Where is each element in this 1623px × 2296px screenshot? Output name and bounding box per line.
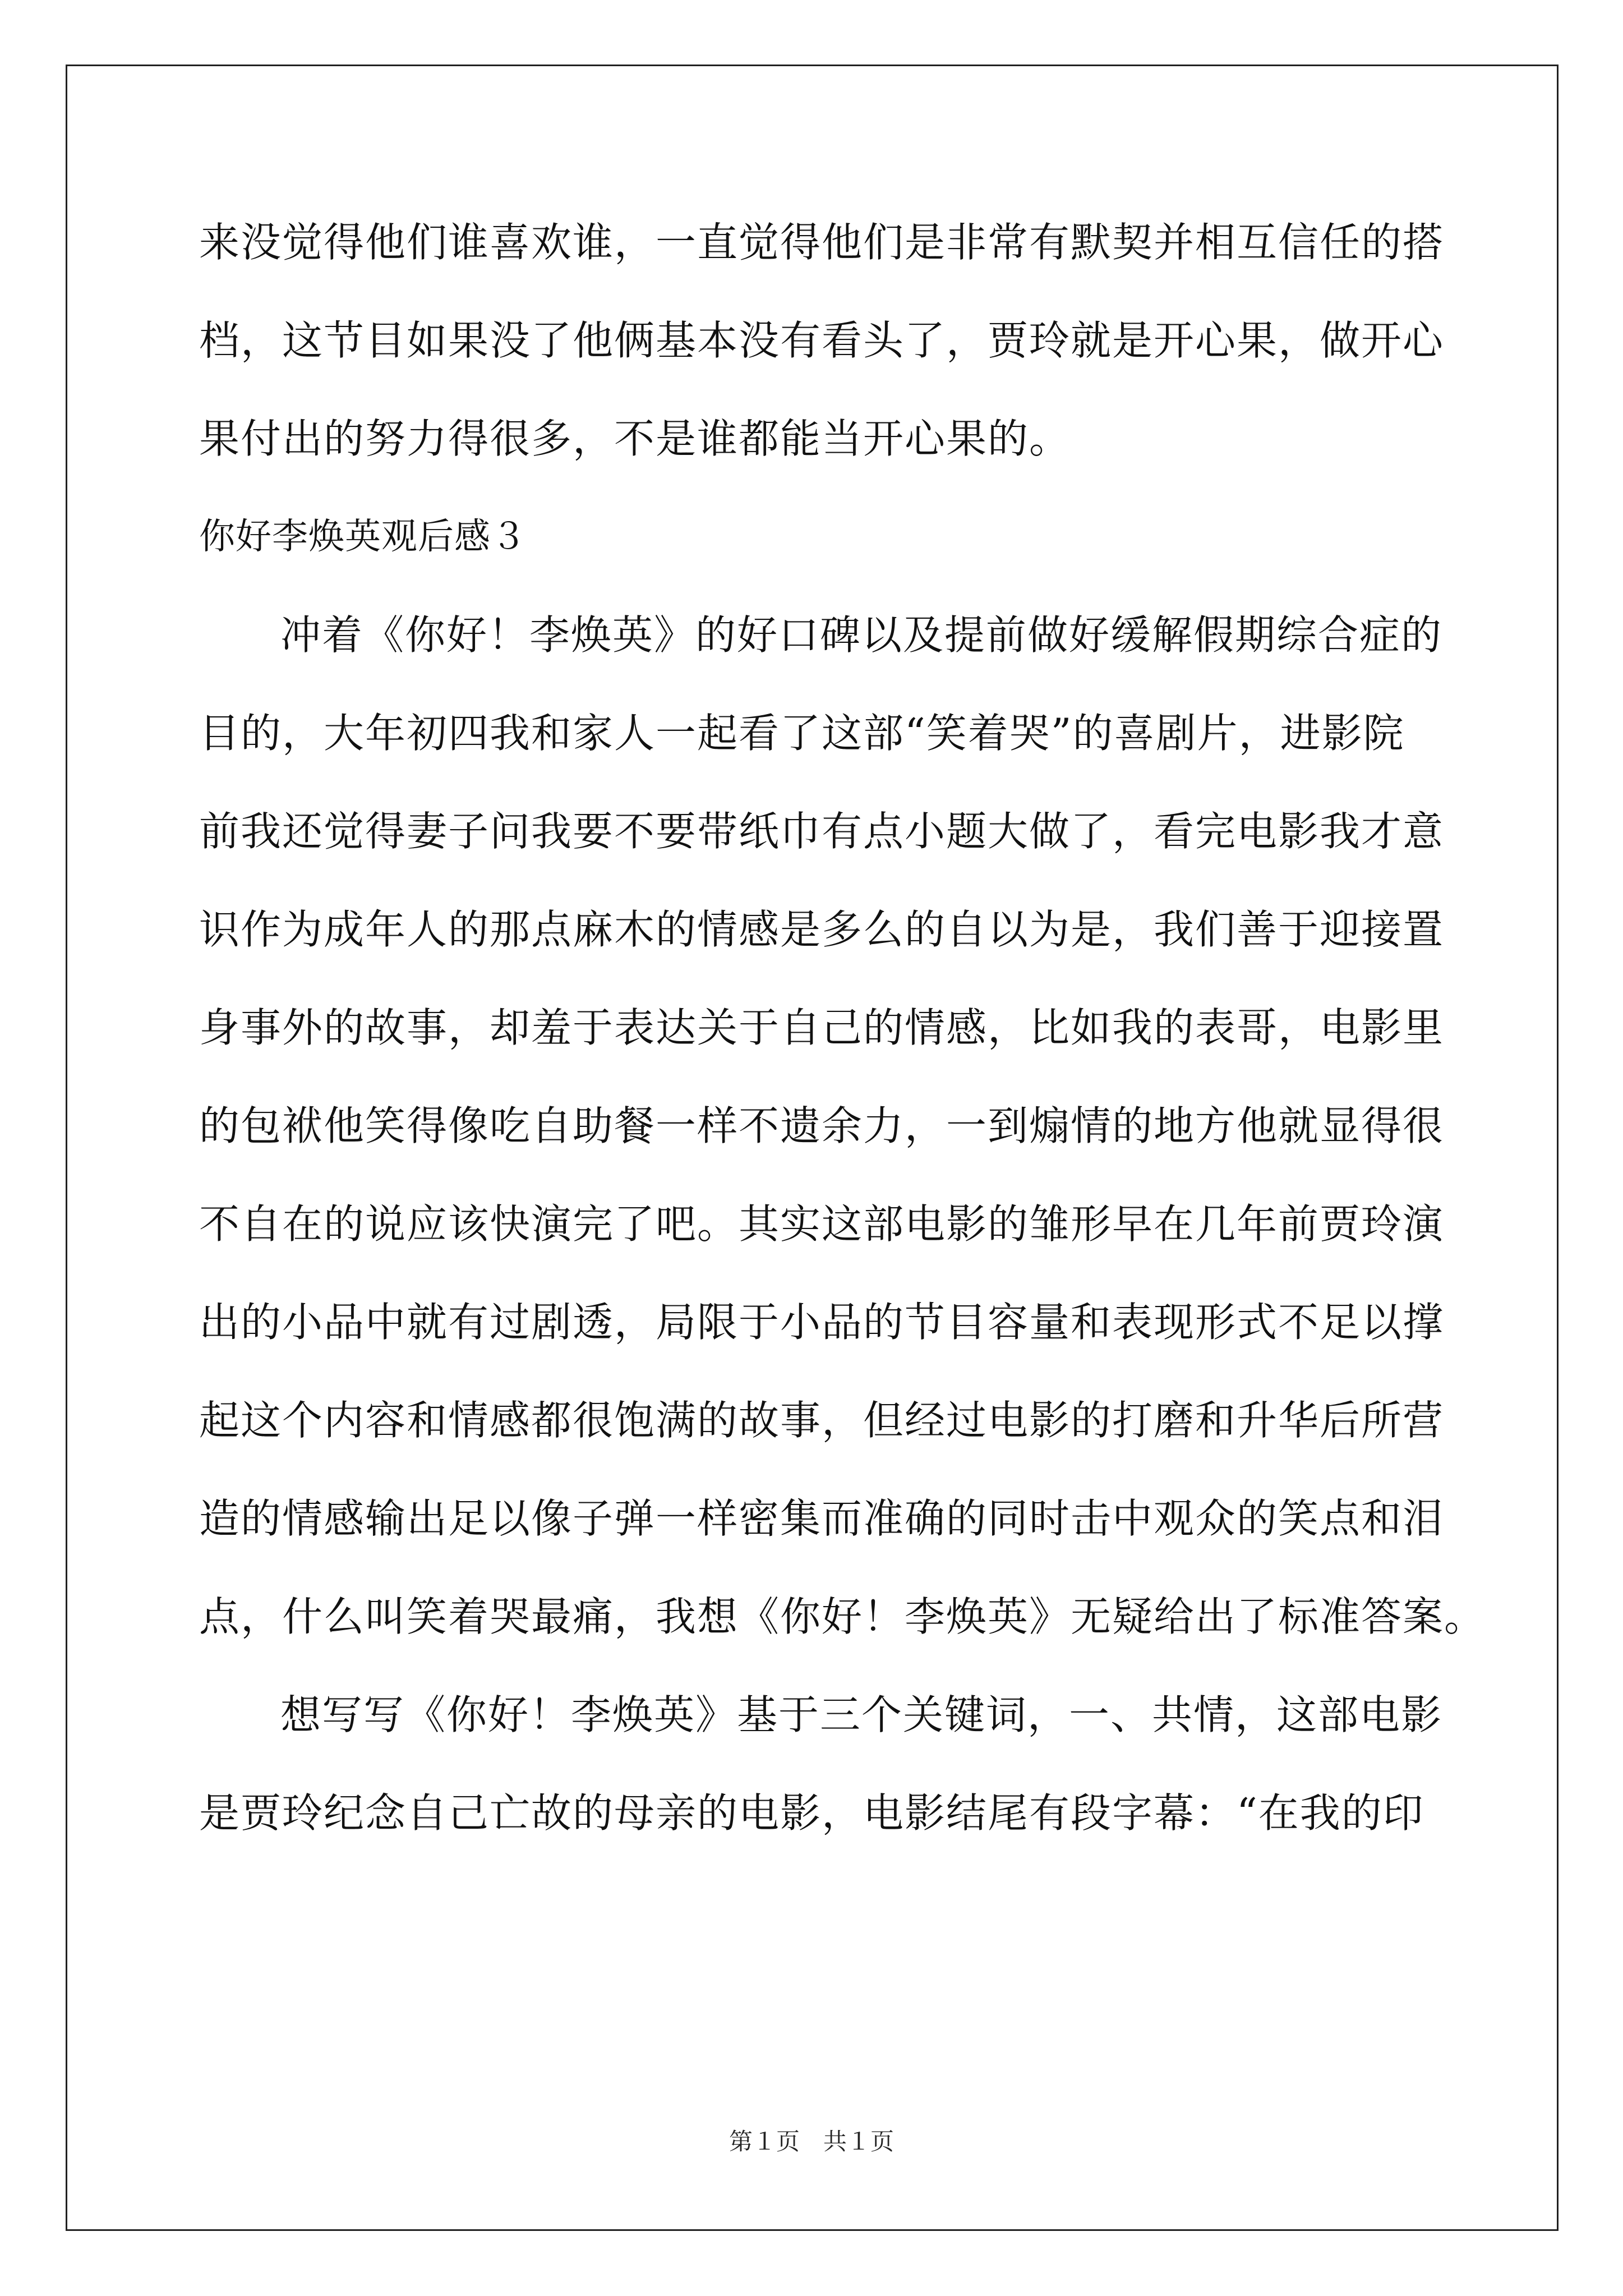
document-body <box>199 194 1486 1862</box>
paragraph-first-line: 想写写《你好！李焕英》基于三个关键词，一、共情，这部电影 <box>280 1691 1443 1738</box>
paragraph-first-line: 冲着《你好！李焕英》的好口碑以及提前做好缓解假期综合症的 <box>280 611 1443 659</box>
text-line: 识作为成年人的那点麻木的情感是多么的自以为是，我们善于迎接置 <box>199 906 1445 953</box>
text-line: 档，这节目如果没了他俩基本没有看头了，贾玲就是开心果，做开心 <box>199 317 1445 364</box>
text-line: 身事外的故事，却羞于表达关于自己的情感，比如我的表哥，电影里 <box>199 1004 1445 1051</box>
text-line: 点，什么叫笑着哭最痛，我想《你好！李焕英》无疑给出了标准答案。 <box>199 1593 1486 1640</box>
text-line: 不自在的说应该快演完了吧。其实这部电影的雏形早在几年前贾玲演 <box>199 1200 1445 1248</box>
text-line: 出的小品中就有过剧透，局限于小品的节目容量和表现形式不足以撑 <box>199 1299 1445 1346</box>
text-line: 来没觉得他们谁喜欢谁，一直觉得他们是非常有默契并相互信任的搭 <box>199 219 1445 266</box>
page-number-footer: 第１页 共１页 <box>728 2128 894 2155</box>
text-line: 起这个内容和情感都很饱满的故事，但经过电影的打磨和升华后所营 <box>199 1397 1445 1444</box>
text-line: 前我还觉得妻子问我要不要带纸巾有点小题大做了，看完电影我才意 <box>199 808 1445 855</box>
section-heading: 你好李焕英观后感３ <box>199 516 527 558</box>
text-line: 果付出的努力得很多，不是谁都能当开心果的。 <box>199 415 1071 462</box>
text-line: 目的，大年初四我和家人一起看了这部“笑着哭”的喜剧片，进影院 <box>199 710 1405 757</box>
text-line: 的包袱他笑得像吃自助餐一样不遗余力，一到煽情的地方他就显得很 <box>199 1102 1445 1149</box>
text-line: 造的情感输出足以像子弹一样密集而准确的同时击中观众的笑点和泪 <box>199 1495 1445 1542</box>
text-line: 是贾玲纪念自己亡故的母亲的电影，电影结尾有段字幕：“在我的印 <box>199 1789 1424 1837</box>
